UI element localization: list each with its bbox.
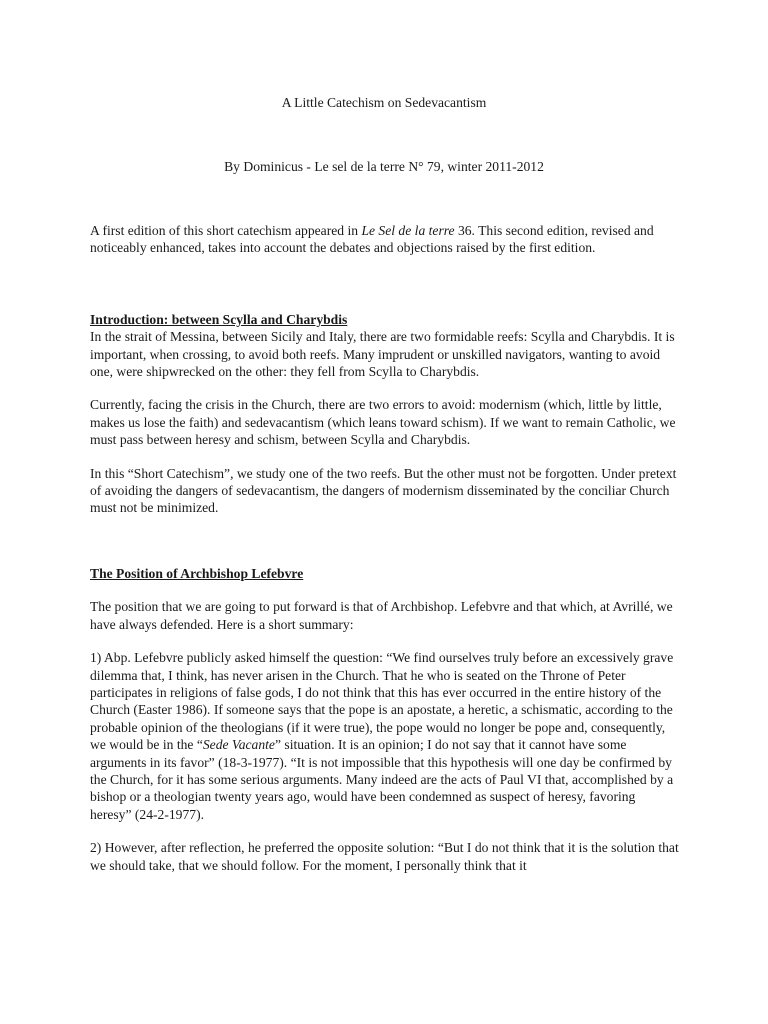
sede-vacante-term: Sede Vacante xyxy=(202,737,275,753)
document-byline: By Dominicus - Le sel de la terre N° 79, winter 2011-2012 xyxy=(224,159,544,174)
paragraph-position: The position that we are going to put forward is that of Archbishop. Lefebvre and that which, at Avrillé, we have always defended. Here is a short summary: xyxy=(90,599,673,632)
intro-paragraph xyxy=(90,222,680,257)
point-1-text-b: ” situation. It is an opinion; I do not say that it cannot have some arguments in its favor” (18-3-1977). “It is not impossible that this hypothesis will one day be confirmed by the Church, for it has some serious arguments. Many indeed are the acts of Paul VI that, accomplished by a bishop or a theologian twenty years ago, would have been condemned as suspect of heresy, favoring heresy” (24-2-1977). xyxy=(90,737,674,822)
intro-text-1: A first edition of this short catechism appeared in xyxy=(90,223,362,238)
paragraph-point-2: 2) However, after reflection, he preferred the opposite solution: “But I do not think that it is the solution that we should take, that we should follow. For the moment, I personally think that it xyxy=(90,840,679,873)
paragraph-point-1 xyxy=(90,649,680,823)
intro-text-2: 36. This second edition, revised and noticeably enhanced, takes into account the debates and objections raised by the first edition. xyxy=(90,223,654,256)
paragraph-two-errors: Currently, facing the crisis in the Church, there are two errors to avoid: modernism (which, little by little, makes us lose the faith) and sedevacantism (which leans toward schism). If we want to remain Catholic, we must pass between heresy and schism, between Scylla and Charybdis. xyxy=(90,397,676,448)
document-title: A Little Catechism on Sedevacantism xyxy=(281,95,487,110)
point-1-text-a: 1) Abp. Lefebvre publicly asked himself the question: “We find ourselves truly before an excessively grave dilemma that, I think, has never arisen in the Church. That he who is seated on the Throne of Peter participates in religions of false gods, I do not think that this has ever occurred in the entire history of the Church (Easter 1986). If someone says that the pope is an apostate, a heretic, a schismatic, according to the probable opinion of the theologians (if it were true), the pope would no longer be pope and, consequently, we would be in the “ xyxy=(90,650,674,753)
document-body xyxy=(90,222,680,890)
paragraph-scylla-charybdis: In the strait of Messina, between Sicily and Italy, there are two formidable reefs: Scylla and Charybdis. It is important, when crossing, to avoid both reefs. Many imprudent or unskilled navigators, wanting to avoid one, were shipwrecked on the other: they fell from Scylla to Charybdis. xyxy=(90,329,675,380)
journal-name: Le Sel de la terre xyxy=(361,223,455,238)
section-heading-lefebvre: The Position of Archbishop Lefebvre xyxy=(90,565,304,581)
section-heading-introduction: Introduction: between Scylla and Charybdis xyxy=(90,311,348,327)
paragraph-short-catechism: In this “Short Catechism”, we study one of the two reefs. But the other must not be forgotten. Under pretext of avoiding the dangers of sedevacantism, the dangers of modernism disseminated by the conciliar Church must not be minimized. xyxy=(90,465,677,516)
